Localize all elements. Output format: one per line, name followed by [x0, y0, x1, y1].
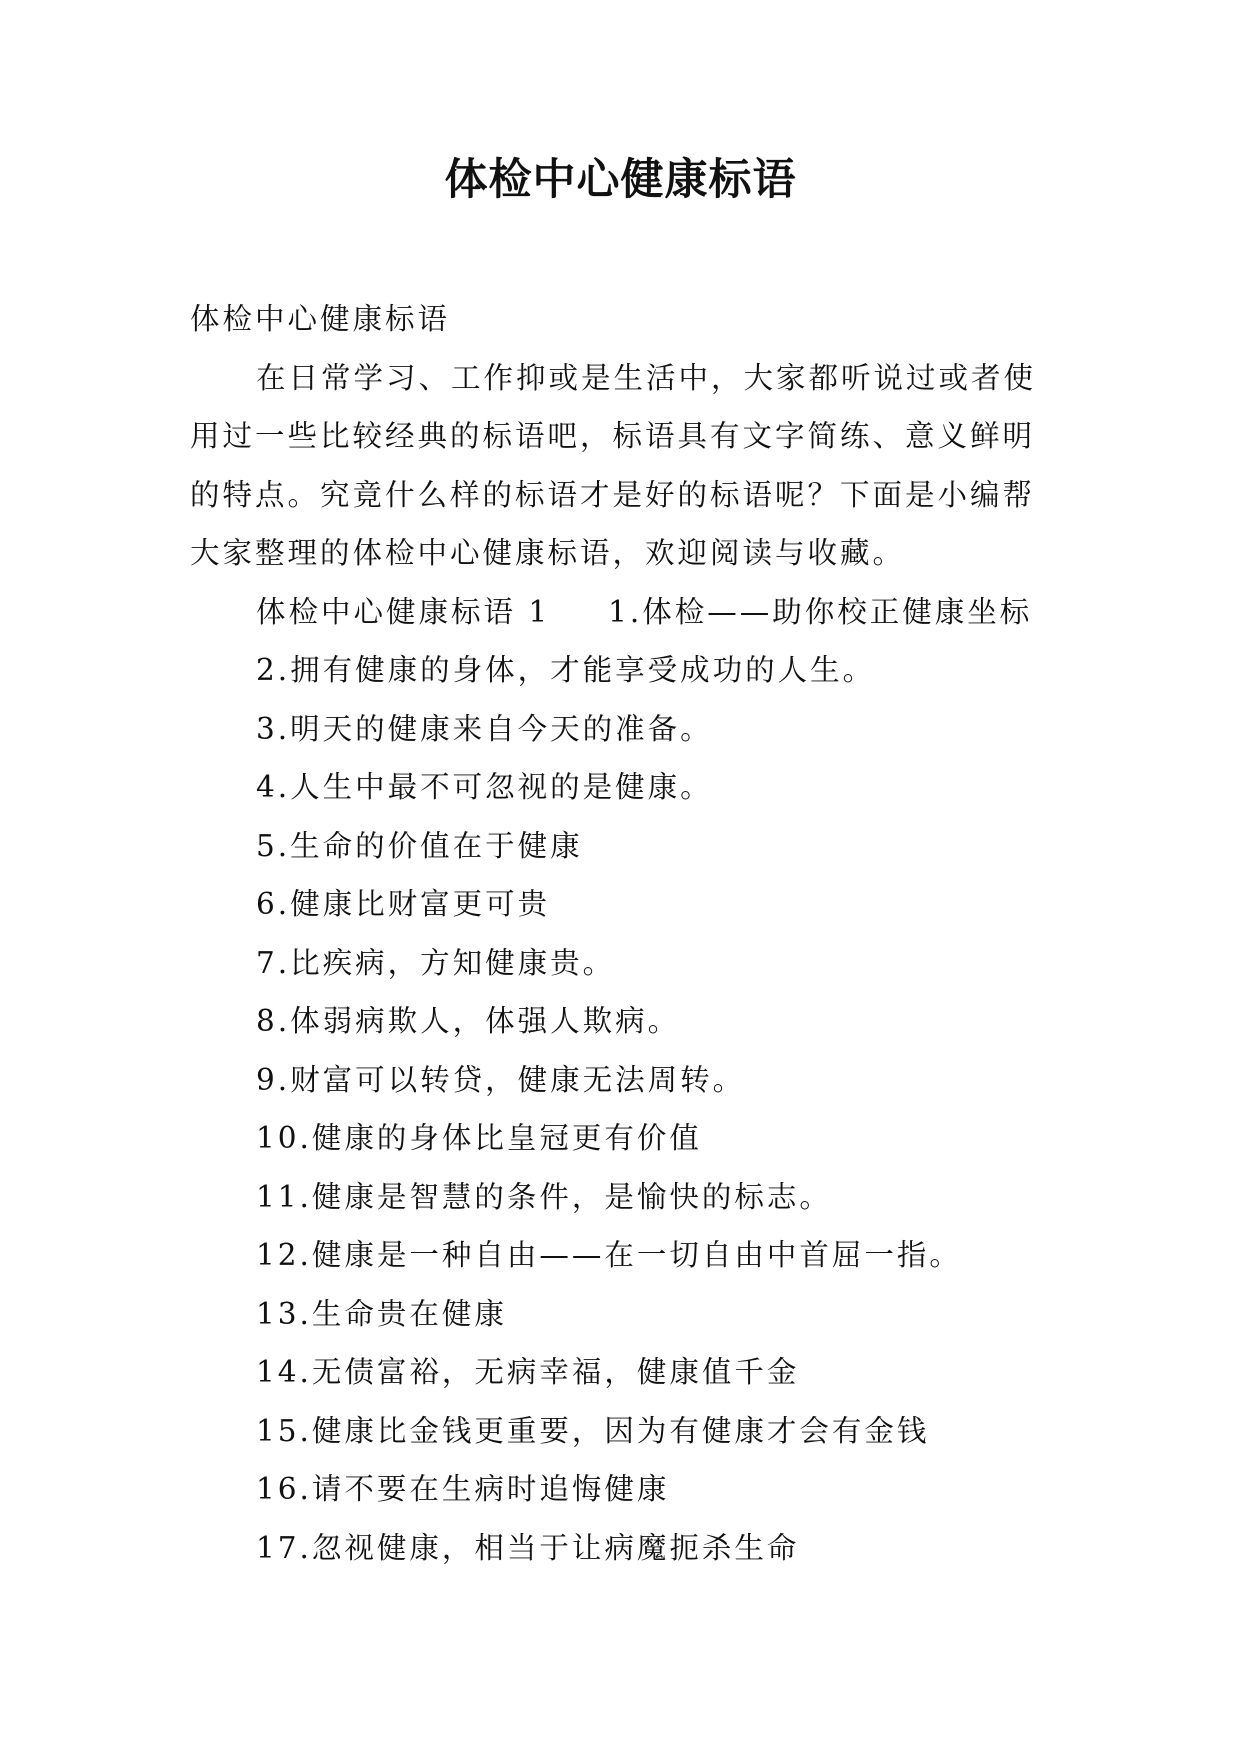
- slogan-item: 5.生命的价值在于健康: [256, 828, 583, 863]
- slogan-item: 6.健康比财富更可贵: [256, 887, 551, 921]
- slogan-item: 4.人生中最不可忽视的是健康。: [256, 770, 713, 804]
- slogan-item: 10.健康的身体比皇冠更有价值: [256, 1121, 702, 1155]
- slogan-item: 2.拥有健康的身体，才能享受成功的人生。: [256, 653, 876, 687]
- slogan-item: 15.健康比金钱更重要，因为有健康才会有金钱: [256, 1413, 930, 1448]
- document-title: 体检中心健康标语: [444, 155, 797, 205]
- slogan-item: 8.体弱病欺人，体强人欺病。: [256, 1004, 681, 1038]
- slogan-item: 3.明天的健康来自今天的准备。: [256, 711, 713, 746]
- intro-line: 大家整理的体检中心健康标语，欢迎阅读与收藏。: [190, 536, 906, 570]
- slogan-item: 17.忽视健康，相当于让病魔扼杀生命: [256, 1530, 800, 1565]
- intro-line: 在日常学习、工作抑或是生活中，大家都听说过或者使: [256, 360, 1037, 395]
- slogan-item: 1.体检——助你校正健康坐标: [608, 594, 1033, 629]
- section-heading-line: [190, 583, 1060, 642]
- slogan-item: 14.无债富裕，无病幸福，健康值千金: [256, 1355, 800, 1389]
- intro-line: 用过一些比较经典的标语吧，标语具有文字简练、意义鲜明: [190, 419, 1036, 453]
- slogan-item: 13.生命贵在健康: [256, 1296, 507, 1331]
- subtitle: 体检中心健康标语: [190, 302, 451, 336]
- slogan-item: 7.比疾病，方知健康贵。: [256, 945, 616, 980]
- slogan-item: 12.健康是一种自由——在一切自由中首屈一指。: [256, 1238, 962, 1272]
- slogan-item: 16.请不要在生病时追悔健康: [256, 1472, 670, 1506]
- slogan-item: 9.财富可以转贷，健康无法周转。: [256, 1062, 746, 1097]
- document-body: [190, 290, 1060, 1577]
- slogan-item: 11.健康是智慧的条件，是愉快的标志。: [256, 1179, 832, 1214]
- section-heading: 体检中心健康标语 1: [256, 594, 551, 629]
- intro-line: 的特点。究竟什么样的标语才是好的标语呢？下面是小编帮: [190, 477, 1036, 512]
